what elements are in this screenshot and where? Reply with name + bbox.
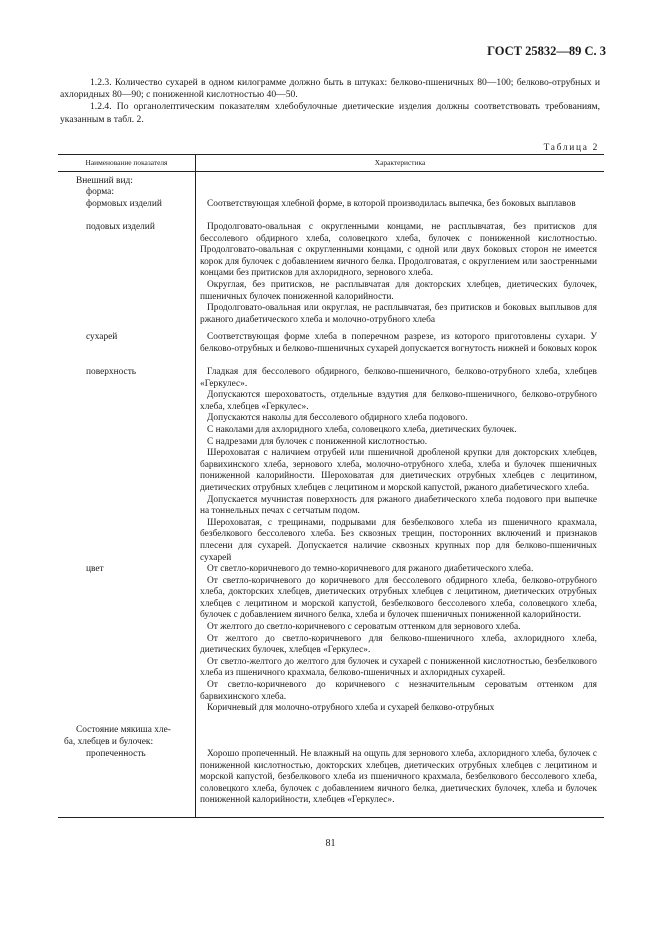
label-baked: пропеченность xyxy=(86,749,146,759)
column-header-indicator: Наименование показателя xyxy=(85,158,168,167)
characteristic-paragraph: С наколами для ахлоридного хлеба, соловецкого хлеба, диетических булочек. xyxy=(207,424,517,435)
characteristic-paragraph: Продолговато-овальная или округлая, не расплывчатая, без притисков и боковых выплывов для ржаного диабетического хлеба и молочно-отрубного хлеба xyxy=(200,303,597,325)
text-baked xyxy=(200,749,597,807)
characteristic-paragraph: Соответствующая форме хлеба в поперечном разрезе, из которого приготовлены сухари. У белково-отрубных и белково-пшеничных сухарей допускается вогнутость нижней и боковых корок xyxy=(200,332,597,354)
table-caption: Таблица 2 xyxy=(543,143,599,153)
paragraph-1-2-4: 1.2.4. По органолептическим показателям хлебобулочные диетические изделия должны соответствовать требованиям, указанным в табл. 2. xyxy=(60,101,600,125)
characteristic-paragraph: Соответствующая хлебной форме, в которой производилась выпечка, без боковых выплавов xyxy=(207,199,576,209)
text-surface xyxy=(200,367,597,564)
page-number: 81 xyxy=(325,838,336,849)
characteristic-paragraph: Округлая, без притисков, не расплывчатая для докторских хлебцев, диетических булочек, пшеничных булочек пониженной калорийности. xyxy=(200,279,597,302)
label-molded-items: формовых изделий xyxy=(86,199,162,209)
characteristic-paragraph: От светло-коричневого до коричневого для бессолевого обдирного хлеба, белково-отрубного хлеба, докторских хлебцев, диетических отрубных хлебцев с лецитином, диетических отрубных хлебцев с лецитином и морской капустой, безбелкового бессолевого хлеба, соловецкого хлеба, булочек с добавлением яичного белка, хлеба и булочек пшеничных пониженной калорийности. xyxy=(200,575,597,621)
label-rusks: сухарей xyxy=(86,332,118,342)
table-2 xyxy=(58,154,604,818)
label-crumb-line-1: Состояние мякиша хле- xyxy=(76,725,171,735)
label-color: цвет xyxy=(86,564,104,574)
characteristic-paragraph: Коричневый для молочно-отрубного хлеба и сухарей белково-отрубных xyxy=(207,703,495,714)
text-color xyxy=(200,564,597,715)
label-crumb-line-2: ба, хлебцев и булочек: xyxy=(64,736,154,747)
table-column-divider xyxy=(195,154,196,818)
characteristic-paragraph: От желтого до светло-коричневого для белково-пшеничного хлеба, ахлоридного хлеба, диетических булочек, хлебцев «Геркулес». xyxy=(200,633,597,656)
characteristic-paragraph: Продолговато-овальная с округленными концами, не расплывчатая, без притисков для бессолевого обдирного хлеба, соловецкого хлеба, булочек с пониженной кислотностью. Продолговато-овальная с округленными концами, с одной или двух боковых сторон не имеется корок для булочек с добавлением яичного белка. Продолговатая, с округлением или заостренными концами без притисков для ахлоридного, зернового хлеба. xyxy=(200,222,597,279)
column-header-characteristic: Характеристика xyxy=(374,158,426,167)
characteristic-paragraph: От светло-коричневого до темно-коричневого для ржаного диабетического хлеба. xyxy=(207,564,534,574)
paragraph-1-2-3: 1.2.3. Количество сухарей в одном килограмме должно быть в штуках: белково-пшеничных 80—100; белково-отрубных и ахлоридных 80—90; с пониженной кислотностью 40—50. xyxy=(60,77,600,101)
table-top-rule xyxy=(58,154,604,155)
table-bottom-rule xyxy=(58,817,604,818)
characteristic-paragraph: Шероховатая, с трещинами, подрывами для безбелкового хлеба из пшеничного крахмала, безбелкового бессолевого хлеба. Без сквозных трещин, посторонних включений и признаков плесени для сухарей. Допускается наличие сквозных крупных пор для белково-пшеничных сухарей xyxy=(200,517,597,563)
label-hearth-items: подовых изделий xyxy=(86,222,155,232)
characteristic-paragraph: С надрезами для булочек с пониженной кислотностью. xyxy=(207,436,428,447)
characteristic-paragraph: Допускаются наколы для бессолевого обдирного хлеба подового. xyxy=(207,413,468,424)
text-molded-items xyxy=(200,199,597,211)
label-appearance: Внешний вид: xyxy=(76,176,133,186)
characteristic-paragraph: Шероховатая с наличием отрубей или пшеничной дробленой крупки для докторских хлебцев, барвихинского хлеба, зернового хлеба, молочно-отрубного хлеба, хлеба и булочек пшеничных пониженной калорийности. Шероховатая для диетических отрубных хлебцев с лецитином, диетических отрубных хлебцев с лецитином и морской капустой, ржаного диабетического хлеба. xyxy=(200,448,597,493)
characteristic-paragraph: Хорошо пропеченный. Не влажный на ощупь для зернового хлеба, ахлоридного хлеба, булочек с пониженной кислотностью, докторских хлебцев, диетических отрубных хлебцев с лецитином и морской капустой, безбелкового хлеба из пшеничного крахмала, безбелкового бессолевого хлеба, соловецкого хлеба, булочек с добавлением яичного белка, диетических булочек, хлеба и булочек пониженной калорийности, хлебцев «Геркулес». xyxy=(200,749,597,806)
characteristic-paragraph: Допускается мучнистая поверхность для ржаного диабетического хлеба подового при выпечке на тоннельных печах с сетчатым подом. xyxy=(200,494,597,517)
label-surface: поверхность xyxy=(86,367,137,377)
table-header-rule xyxy=(58,171,604,172)
text-rusks xyxy=(200,332,597,355)
page-header: ГОСТ 25832—89 С. 3 xyxy=(487,44,606,58)
label-shape: форма: xyxy=(86,187,114,197)
intro-paragraphs xyxy=(60,77,600,126)
label-crumb-state xyxy=(58,725,200,748)
characteristic-paragraph: От светло-коричневого до коричневого с незначительным сероватым оттенком для барвихинского хлеба. xyxy=(200,679,597,702)
text-hearth-items xyxy=(200,222,597,326)
characteristic-paragraph: Гладкая для бессолевого обдирного, белково-пшеничного, белково-отрубного хлеба, хлебцев «Геркулес». xyxy=(200,367,597,389)
characteristic-paragraph: От желтого до светло-коричневого с сероватым оттенком для зернового хлеба. xyxy=(207,621,521,632)
characteristic-paragraph: От светло-желтого до желтого для булочек и сухарей с пониженной кислотностью, безбелкового хлеба из пшеничного крахмала, белково-пшеничных и ахлоридных сухарей. xyxy=(200,656,597,679)
characteristic-paragraph: Допускаются шероховатость, отдельные вздутия для белково-пшеничного, белково-отрубного хлеба, хлебцев «Геркулес». xyxy=(200,390,597,412)
